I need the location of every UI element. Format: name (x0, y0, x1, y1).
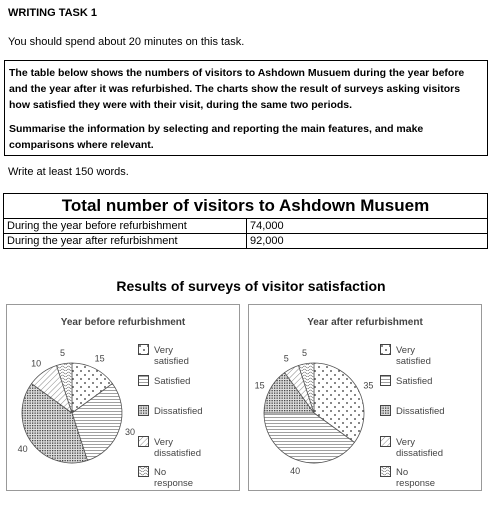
task-heading: WRITING TASK 1 (8, 7, 98, 19)
pie-chart-after (249, 305, 379, 490)
table-row-label: During the year after refurbishment (4, 234, 247, 249)
legend-label: No response (154, 467, 194, 489)
legend-label: Satisfied (154, 375, 191, 387)
table-row (4, 234, 488, 249)
chart-panel-before (6, 304, 240, 491)
chart-title-before: Year before refurbishment (60, 317, 186, 328)
pie-value-label: 30 (125, 426, 136, 437)
legend-label: Very dissatisfied (154, 436, 201, 459)
pie-value-label: 5 (301, 347, 307, 358)
table-row-value: 74,000 (247, 219, 488, 234)
task-prompt-box (4, 60, 488, 156)
table-row-value: 92,000 (247, 234, 488, 249)
legend-label: Satisfied (396, 375, 433, 387)
word-count-note: Write at least 150 words. (8, 166, 129, 178)
pie-value-label: 5 (283, 353, 289, 364)
pie-value-label: 40 (17, 443, 28, 454)
pie-value-label: 5 (59, 347, 65, 358)
pie-value-label: 40 (290, 466, 301, 477)
pie-value-label: 35 (363, 380, 374, 391)
chart-panel-after (248, 304, 482, 491)
legend-label: Dissatisfied (154, 406, 203, 417)
charts-section-title: Results of surveys of visitor satisfaction (116, 278, 386, 294)
pie-value-label: 15 (94, 353, 105, 364)
visitors-table (3, 193, 488, 249)
visitors-table-title: Total number of visitors to Ashdown Musuem (4, 194, 488, 219)
pie-value-label: 15 (254, 380, 265, 391)
table-row (4, 219, 488, 234)
task-prompt-paragraph-2: Summarise the information by selecting and reporting the main features, and make comparisons where relevant. (9, 123, 424, 151)
legend-label: Very dissatisfied (396, 436, 443, 459)
legend-label: Dissatisfied (396, 406, 445, 417)
task-instruction: You should spend about 20 minutes on this task. (8, 36, 245, 48)
pie-value-label: 10 (31, 358, 42, 369)
legend-label: Very satisfied (154, 345, 189, 367)
table-row-label: During the year before refurbishment (4, 219, 247, 234)
pie-chart-before (7, 305, 137, 490)
chart-title-after: Year after refurbishment (307, 317, 423, 328)
legend-label: No response (396, 467, 436, 489)
legend-label: Very satisfied (396, 345, 431, 367)
task-prompt-paragraph-1: The table below shows the numbers of visitors to Ashdown Musuem during the year before and the year after it was refurbished. The charts show the result of surveys asking visitors how satisfied they were with their visit, during the same two periods. (9, 67, 465, 111)
